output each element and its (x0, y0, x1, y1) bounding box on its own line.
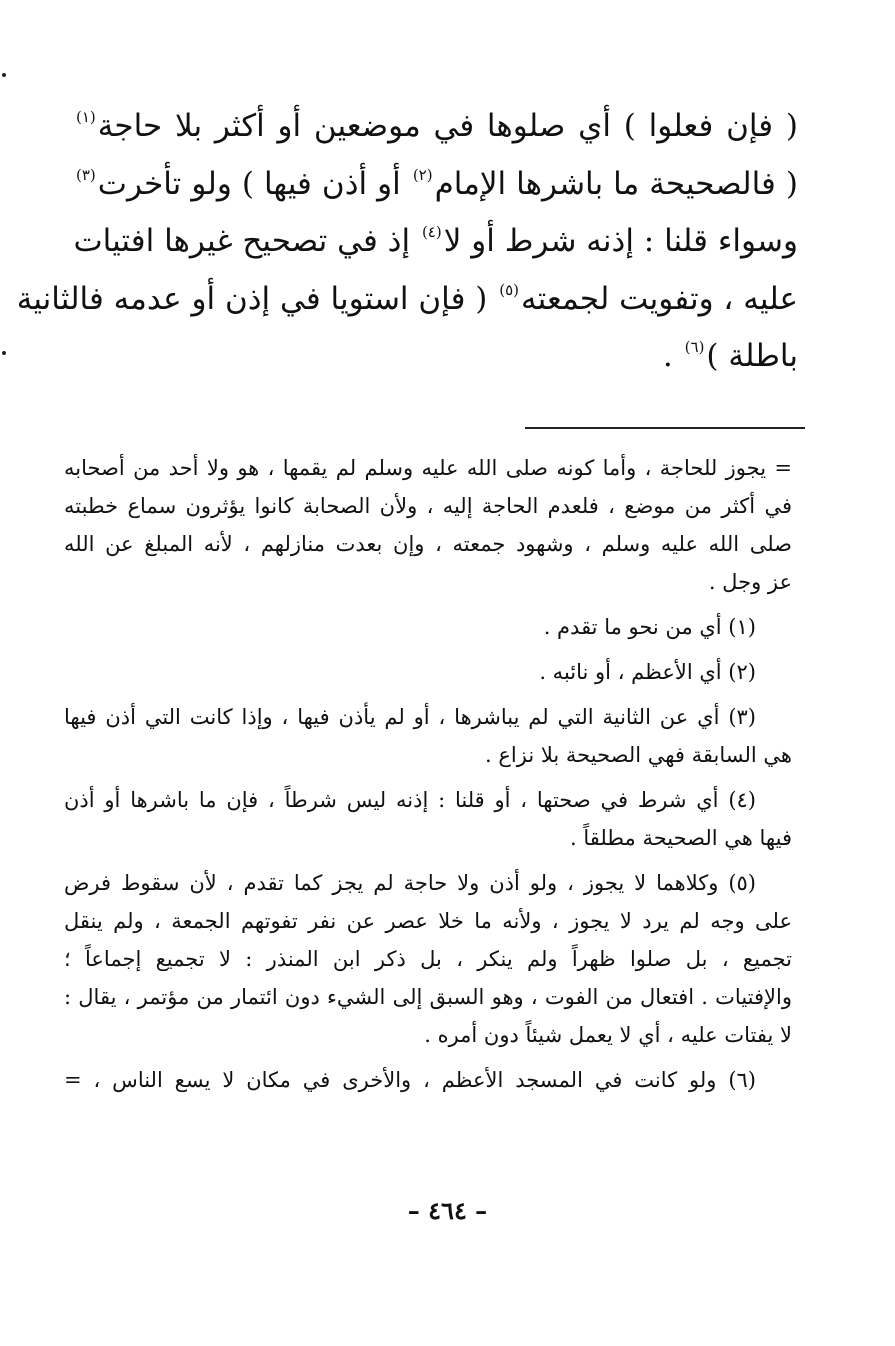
footnote-continuation: = يجوز للحاجة ، وأما كونه صلى الله عليه وسلم لم يقمها ، هو ولا أحد من أصحابه في أكثر من موضع ، فلعدم الحاجة إليه ، ولأن الصحابة كانوا يؤثرون سماع خطبته صلى الله عليه وسلم ، وشهود جمعته ، وإن بعدت منازلهم ، لأنه المبلغ عن الله عز وجل . (64, 456, 792, 594)
footnote-2: (٢) أي الأعظم ، أو نائبه . (539, 660, 756, 684)
footnote-4: (٤) أي شرط في صحتها ، أو قلنا : إذنه ليس شرطاً ، فإن ما باشرها أو أذن فيها هي الصحيحة مطلقاً . (64, 788, 792, 850)
footnote-mark: (٢) (412, 165, 433, 184)
page-number: – ٤٦٤ – (407, 1196, 488, 1225)
margin-mark (2, 73, 6, 77)
main-line: ( فالصحيحة ما باشرها الإمام$^{(٢)}$ أو أذن فيها ) ولو تأخرت$^{(٣)}$ (76, 165, 798, 202)
footnote-mark: (١) (76, 108, 96, 126)
footnote-6: (٦) ولو كانت في المسجد الأعظم ، والأخرى في مكان لا يسع الناس ، = (64, 1068, 756, 1092)
footnote-mark: (٥) (499, 280, 520, 299)
footnotes (64, 449, 792, 1106)
main-line: ( فإن فعلوا ) أي صلوها في موضعين أو أكثر بلا حاجة$^{(١)}$ (76, 108, 798, 144)
main-line: باطلة )$^{(٦)}$ . (662, 338, 798, 374)
footnote-1: (١) أي من نحو ما تقدم . (543, 615, 756, 639)
margin-mark (2, 351, 6, 355)
footnote-separator (525, 427, 805, 429)
footnote-mark: (٦) (684, 338, 705, 356)
footnote-mark: (٣) (76, 165, 96, 184)
main-line: عليه ، وتفويت لجمعته$^{(٥)}$ ( فإن استويا في إذن أو عدمه فالثانية (16, 280, 798, 317)
main-text (16, 98, 798, 386)
main-line: وسواء قلنا : إذنه شرط أو لا$^{(٤)}$ إذ في تصحيح غيرها افتيات (73, 223, 798, 259)
footnote-5: (٥) وكلاهما لا يجوز ، ولو أذن ولا حاجة لم يجز كما تقدم ، لأن سقوط فرض على وجه لم يرد لا يجوز ، ولأنه ما خلا عصر عن نفر تفوتهم الجمعة ، ولم ينقل تجميع ، بل صلوا ظهراً ولم ينكر ، بل ذكر ابن المنذر : لا تجميع إجماعاً ؛ والإفتيات . افتعال من الفوت ، وهو السبق إلى الشيء دون ائتمار من مؤتمر ، يقال : لا يفتات عليه ، أي لا يعمل شيئاً دون أمره . (64, 871, 792, 1047)
footnote-3: (٣) أي عن الثانية التي لم يباشرها ، أو لم يأذن فيها ، وإذا كانت التي أذن فيها هي السابقة فهي الصحيحة بلا نزاع . (64, 705, 792, 767)
footnote-mark: (٤) (421, 223, 442, 241)
